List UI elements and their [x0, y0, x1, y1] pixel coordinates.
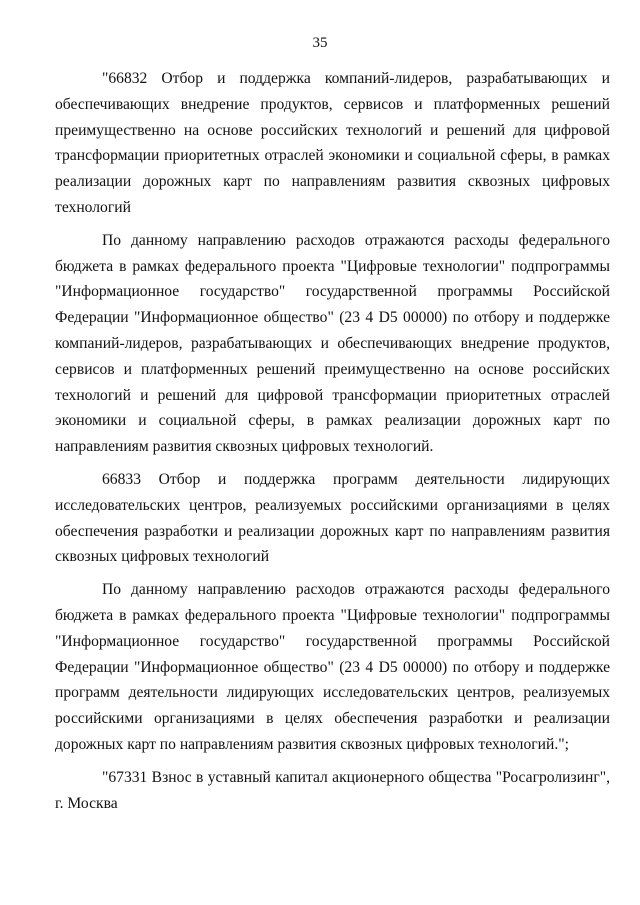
paragraph-67331-heading: "67331 Взнос в уставный капитал акционерного общества "Росагролизинг", г. Москва — [55, 768, 610, 812]
paragraph-66833-heading: 66833 Отбор и поддержка программ деятельности лидирующих исследовательских центров, реализуемых российскими организациями в целях обеспечения разработки и реализации дорожных карт по направлениям развития сквозных цифровых технологий — [55, 470, 610, 566]
page-number: 35 — [312, 35, 328, 51]
paragraph-66832-heading: "66832 Отбор и поддержка компаний-лидеров, разрабатывающих и обеспечивающих внедрение продуктов, сервисов и платформенных решений преимущественно на основе российских технологий и решений для цифровой трансформации приоритетных отраслей экономики и социальной сферы, в рамках реализации дорожных карт по направлениям развития сквозных цифровых технологий — [55, 70, 610, 216]
paragraph-66832-description: По данному направлению расходов отражаются расходы федерального бюджета в рамках федерального проекта "Цифровые технологии" подпрограммы "Информационное государство" государственной программы Российской Федерации "Информационное общество" (23 4 D5 00000) по отбору и поддержке компаний-лидеров, разрабатывающих и обеспечивающих внедрение продуктов, сервисов и платформенных решений преимущественно на основе российских технологий и решений для цифровой трансформации приоритетных отраслей экономики и социальной сферы, в рамках реализации дорожных карт по направлениям развития сквозных цифровых технологий. — [55, 231, 610, 456]
document-body — [55, 66, 610, 823]
paragraph-66833-description: По данному направлению расходов отражаются расходы федерального бюджета в рамках федерального проекта "Цифровые технологии" подпрограммы "Информационное государство" государственной программы Российской Федерации "Информационное общество" (23 4 D5 00000) по отбору и поддержке программ деятельности лидирующих исследовательских центров, реализуемых российскими организациями в целях обеспечения разработки и реализации дорожных карт по направлениям развития сквозных цифровых технологий."; — [55, 581, 610, 753]
